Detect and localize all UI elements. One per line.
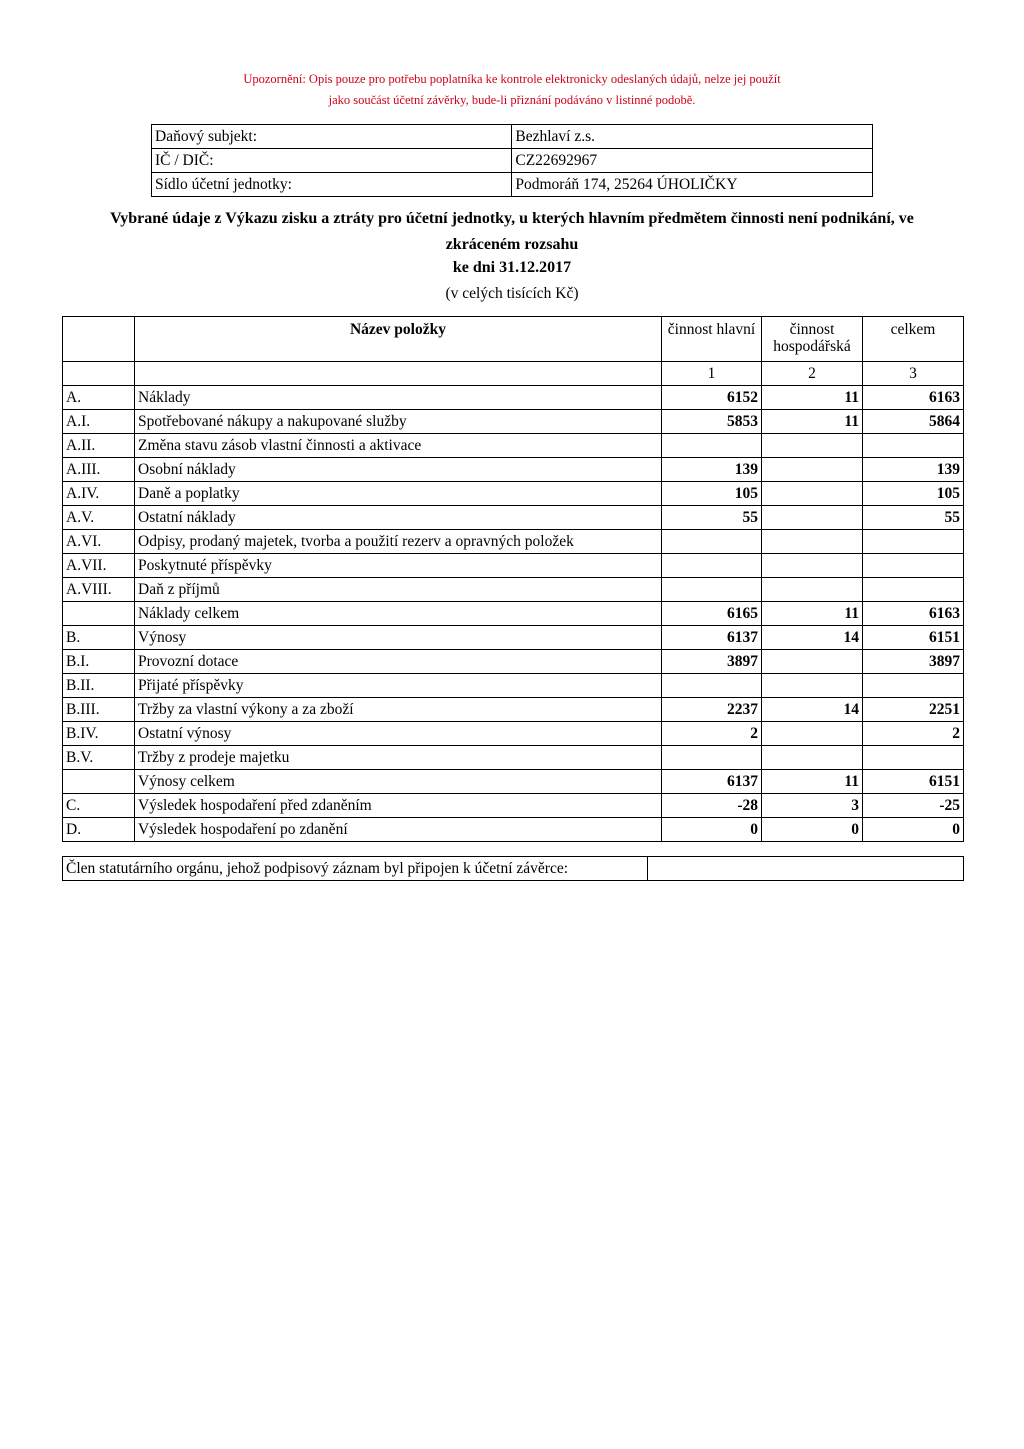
row-value-main: 2 — [662, 722, 762, 746]
row-value-economic — [762, 650, 863, 674]
row-code: B.II. — [63, 674, 135, 698]
row-name: Poskytnuté příspěvky — [135, 554, 662, 578]
row-code: B. — [63, 626, 135, 650]
row-code: A.VI. — [63, 530, 135, 554]
report-title-line-2: zkráceném rozsahu — [445, 236, 579, 253]
row-value-total: 139 — [863, 458, 964, 482]
table-row — [63, 650, 964, 674]
report-title-line-1: Vybrané údaje z Výkazu zisku a ztráty pro účetní jednotky, u kterých hlavním předmětem činnosti není podnikání, ve — [110, 210, 914, 227]
row-code: A.II. — [63, 434, 135, 458]
row-name: Náklady — [135, 386, 662, 410]
subject-value: Podmoráň 174, 25264 ÚHOLIČKY — [512, 173, 873, 197]
row-value-economic — [762, 506, 863, 530]
row-value-economic: 11 — [762, 410, 863, 434]
header-col-economic: činnost hospodářská — [762, 317, 863, 362]
table-row — [63, 410, 964, 434]
row-name: Daň z příjmů — [135, 578, 662, 602]
row-value-main: 105 — [662, 482, 762, 506]
table-row — [63, 458, 964, 482]
row-value-main — [662, 554, 762, 578]
row-value-economic: 11 — [762, 602, 863, 626]
row-value-total — [863, 554, 964, 578]
table-row — [63, 506, 964, 530]
row-value-main — [662, 434, 762, 458]
row-value-main: 5853 — [662, 410, 762, 434]
row-value-economic: 11 — [762, 770, 863, 794]
row-value-total: 0 — [863, 818, 964, 842]
table-row — [63, 578, 964, 602]
statutory-member-value — [648, 857, 964, 881]
row-name: Náklady celkem — [135, 602, 662, 626]
subject-info-table — [151, 124, 873, 197]
row-value-total: 2251 — [863, 698, 964, 722]
row-value-economic — [762, 458, 863, 482]
row-code: B.V. — [63, 746, 135, 770]
row-value-economic: 3 — [762, 794, 863, 818]
row-code: A.VII. — [63, 554, 135, 578]
row-value-economic — [762, 482, 863, 506]
table-row — [63, 482, 964, 506]
row-value-economic: 14 — [762, 698, 863, 722]
table-row — [63, 434, 964, 458]
row-name: Změna stavu zásob vlastní činnosti a aktivace — [135, 434, 662, 458]
row-name: Tržby z prodeje majetku — [135, 746, 662, 770]
disclaimer-line-1: Upozornění: Opis pouze pro potřebu poplatníka ke kontrole elektronicky odeslaných údajů, nelze jej použít — [243, 72, 781, 86]
statutory-member-label: Člen statutárního orgánu, jehož podpisový záznam byl připojen k účetní závěrce: — [63, 857, 648, 881]
row-value-total — [863, 746, 964, 770]
row-name: Daně a poplatky — [135, 482, 662, 506]
row-value-main — [662, 674, 762, 698]
row-value-total — [863, 578, 964, 602]
row-value-total: -25 — [863, 794, 964, 818]
row-value-main: -28 — [662, 794, 762, 818]
row-name: Tržby za vlastní výkony a za zboží — [135, 698, 662, 722]
colno-empty-code — [63, 362, 135, 386]
subject-label: IČ / DIČ: — [152, 149, 512, 173]
subject-row — [152, 149, 873, 173]
row-code: A.IV. — [63, 482, 135, 506]
row-name: Výnosy — [135, 626, 662, 650]
row-value-economic — [762, 722, 863, 746]
row-value-main: 0 — [662, 818, 762, 842]
row-value-main: 55 — [662, 506, 762, 530]
row-name: Výsledek hospodaření před zdaněním — [135, 794, 662, 818]
row-value-economic: 11 — [762, 386, 863, 410]
row-value-economic — [762, 554, 863, 578]
disclaimer-line-2: jako součást účetní závěrky, bude-li přiznání podáváno v listinné podobě. — [328, 93, 696, 107]
row-name: Ostatní výnosy — [135, 722, 662, 746]
row-name: Spotřebované nákupy a nakupované služby — [135, 410, 662, 434]
row-value-economic — [762, 578, 863, 602]
header-code — [63, 317, 135, 362]
table-row — [63, 530, 964, 554]
row-value-total: 6163 — [863, 602, 964, 626]
row-value-economic: 0 — [762, 818, 863, 842]
row-code: A. — [63, 386, 135, 410]
report-date: ke dni 31.12.2017 — [452, 259, 572, 276]
income-statement-table — [62, 316, 964, 842]
table-row — [63, 554, 964, 578]
colno-1: 1 — [662, 362, 762, 386]
statutory-member-row — [63, 857, 964, 881]
row-value-economic: 14 — [762, 626, 863, 650]
row-value-total: 6151 — [863, 626, 964, 650]
row-value-total: 55 — [863, 506, 964, 530]
row-value-economic — [762, 746, 863, 770]
table-header-row — [63, 317, 964, 362]
row-value-total: 105 — [863, 482, 964, 506]
row-value-total: 3897 — [863, 650, 964, 674]
row-code: B.I. — [63, 650, 135, 674]
row-value-main: 6152 — [662, 386, 762, 410]
row-value-main — [662, 578, 762, 602]
row-code: C. — [63, 794, 135, 818]
table-row — [63, 770, 964, 794]
row-value-main: 6165 — [662, 602, 762, 626]
row-code: A.III. — [63, 458, 135, 482]
row-name: Provozní dotace — [135, 650, 662, 674]
row-name: Odpisy, prodaný majetek, tvorba a použití rezerv a opravných položek — [135, 530, 662, 554]
row-value-total — [863, 674, 964, 698]
row-code: B.IV. — [63, 722, 135, 746]
colno-2: 2 — [762, 362, 863, 386]
table-row — [63, 746, 964, 770]
row-value-main: 139 — [662, 458, 762, 482]
statutory-member-table — [62, 856, 964, 881]
row-value-total: 6151 — [863, 770, 964, 794]
row-name: Ostatní náklady — [135, 506, 662, 530]
subject-row — [152, 173, 873, 197]
table-row — [63, 626, 964, 650]
row-value-total: 5864 — [863, 410, 964, 434]
row-value-economic — [762, 674, 863, 698]
row-name: Výnosy celkem — [135, 770, 662, 794]
row-value-total: 6163 — [863, 386, 964, 410]
table-row — [63, 698, 964, 722]
report-title — [0, 206, 1024, 258]
subject-value: CZ22692967 — [512, 149, 873, 173]
row-code: B.III. — [63, 698, 135, 722]
row-code: D. — [63, 818, 135, 842]
row-code: A.VIII. — [63, 578, 135, 602]
colno-3: 3 — [863, 362, 964, 386]
subject-label: Sídlo účetní jednotky: — [152, 173, 512, 197]
row-value-total — [863, 434, 964, 458]
subject-row — [152, 125, 873, 149]
table-row — [63, 674, 964, 698]
row-value-total — [863, 530, 964, 554]
row-name: Osobní náklady — [135, 458, 662, 482]
row-value-main: 2237 — [662, 698, 762, 722]
row-value-economic — [762, 434, 863, 458]
colno-empty-name — [135, 362, 662, 386]
table-row — [63, 722, 964, 746]
row-value-main: 3897 — [662, 650, 762, 674]
header-col-total: celkem — [863, 317, 964, 362]
row-value-economic — [762, 530, 863, 554]
disclaimer-notice — [0, 69, 1024, 111]
row-value-main: 6137 — [662, 626, 762, 650]
row-value-main: 6137 — [662, 770, 762, 794]
row-name: Výsledek hospodaření po zdanění — [135, 818, 662, 842]
table-row — [63, 794, 964, 818]
table-row — [63, 386, 964, 410]
row-name: Přijaté příspěvky — [135, 674, 662, 698]
row-code: A.V. — [63, 506, 135, 530]
row-value-total: 2 — [863, 722, 964, 746]
row-value-main — [662, 530, 762, 554]
subject-label: Daňový subjekt: — [152, 125, 512, 149]
column-number-row — [63, 362, 964, 386]
report-units: (v celých tisících Kč) — [445, 285, 579, 302]
row-code — [63, 770, 135, 794]
row-code — [63, 602, 135, 626]
header-col-main: činnost hlavní — [662, 317, 762, 362]
header-item-name: Název položky — [135, 317, 662, 362]
table-row — [63, 602, 964, 626]
row-code: A.I. — [63, 410, 135, 434]
table-row — [63, 818, 964, 842]
subject-value: Bezhlaví z.s. — [512, 125, 873, 149]
row-value-main — [662, 746, 762, 770]
